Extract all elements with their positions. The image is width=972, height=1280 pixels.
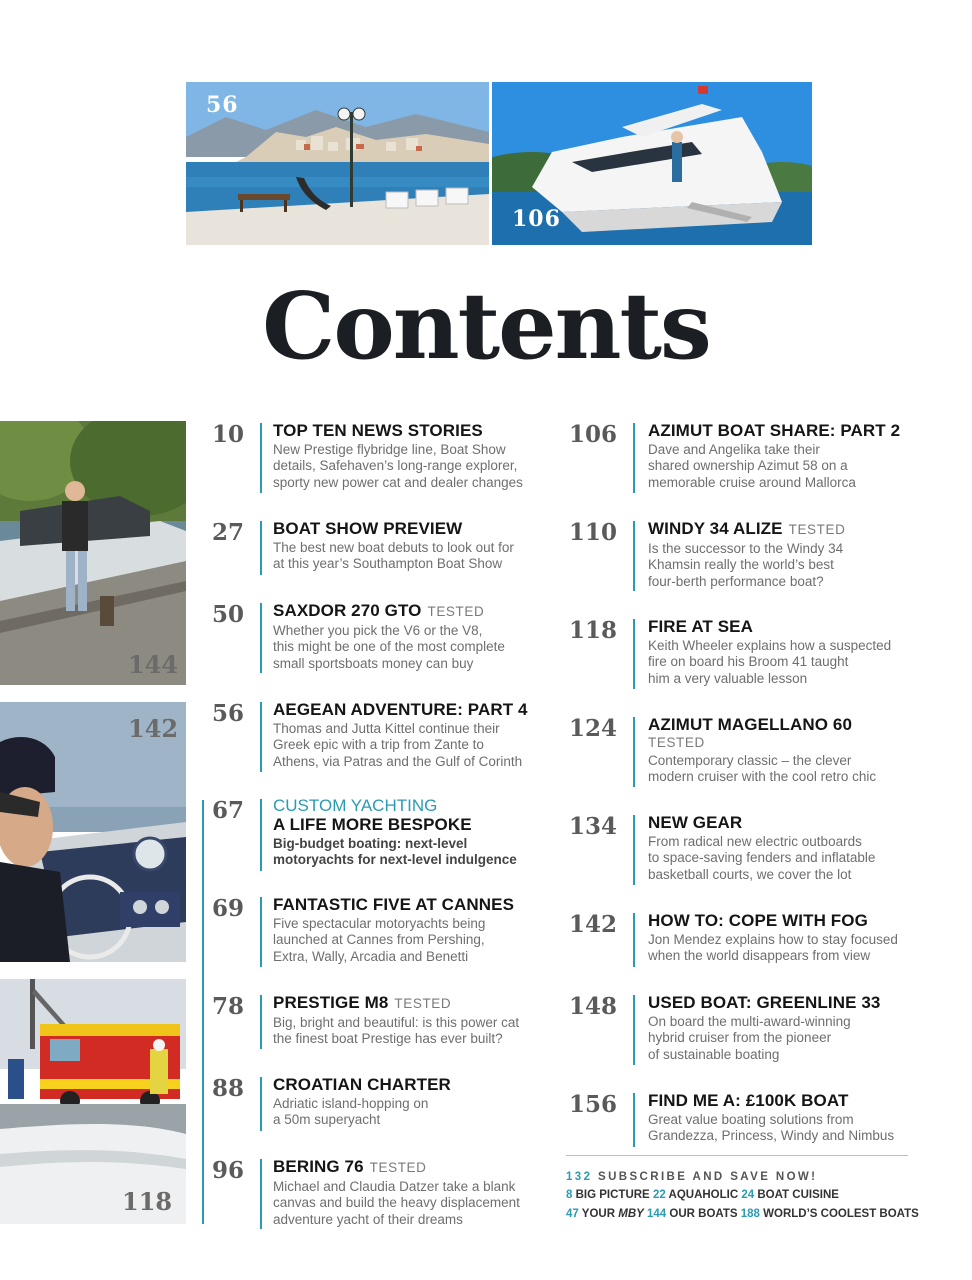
entry-desc-line: Extra, Wally, Arcadia and Benetti (273, 948, 469, 964)
regular-page-number: 144 (647, 1208, 667, 1220)
tested-tag: TESTED (648, 735, 705, 750)
entry-title: SAXDOR 270 GTO (273, 601, 422, 620)
entry-desc-line: of sustainable boating (648, 1046, 780, 1062)
tested-tag: TESTED (788, 522, 846, 537)
entry-rule (260, 1159, 262, 1229)
footer-divider (566, 1155, 908, 1156)
entry-rule (633, 913, 635, 967)
subscribe-link[interactable] (566, 1170, 908, 1185)
entry-page-number: 106 (569, 421, 618, 448)
entry-desc-line: shared ownership Azimut 58 on a (648, 458, 848, 474)
entry-rule (633, 815, 635, 885)
entry-page-number: 56 (212, 700, 245, 727)
entry-title: FANTASTIC FIVE AT CANNES (273, 895, 515, 914)
entry-title: CROATIAN CHARTER (273, 1075, 451, 1094)
entry-desc-line: Jon Mendez explains how to stay focused (648, 932, 898, 947)
entry-rule (633, 995, 635, 1065)
entry-title: AZIMUT BOAT SHARE: PART 2 (648, 421, 901, 440)
photo-page-number: 142 (128, 714, 179, 743)
entry-desc-line: fire on board his Broom 41 taught (648, 654, 849, 670)
page-title: Contents (262, 272, 710, 380)
regular-label[interactable]: OUR BOATS (669, 1208, 738, 1220)
entry-rule (260, 897, 262, 967)
subscribe-text: SUBSCRIBE AND SAVE NOW! (598, 1171, 818, 1183)
entry-page-number: 69 (212, 895, 245, 922)
entry-page-number: 67 (212, 797, 245, 824)
entry-desc-line: Is the successor to the Windy 34 (648, 541, 844, 556)
entry-desc-line: Grandezza, Princess, Windy and Nimbus (648, 1128, 895, 1144)
entry-page-number: 96 (212, 1157, 245, 1184)
entry-desc-line: Athens, via Patras and the Gulf of Corinth (273, 753, 523, 769)
entry-rule (260, 799, 262, 871)
entry-rule (260, 521, 262, 575)
entry-desc-line: On board the multi-award-winning (648, 1014, 851, 1029)
fog-helm-photo[interactable] (0, 702, 186, 962)
tested-tag: TESTED (427, 604, 485, 619)
entry-title: WINDY 34 ALIZE (648, 519, 783, 538)
photo-page-number: 56 (206, 92, 239, 118)
regular-page-number: 47 (566, 1208, 579, 1220)
entry-desc-line: Big-budget boating: next-level (273, 836, 468, 851)
tested-tag: TESTED (394, 996, 452, 1011)
entry-desc-line: From radical new electric outboards (648, 834, 862, 849)
entry-rule (633, 717, 635, 787)
fire-at-sea-photo[interactable] (0, 979, 186, 1224)
photo-page-number: 118 (122, 1187, 173, 1216)
entry-desc-line: a 50m superyacht (273, 1112, 381, 1128)
entry-desc-line: Keith Wheeler explains how a suspected (648, 638, 892, 653)
entry-title: FIRE AT SEA (648, 617, 753, 636)
entry-title: AEGEAN ADVENTURE: PART 4 (273, 700, 528, 719)
entry-title: TOP TEN NEWS STORIES (273, 421, 483, 440)
regular-label-italic[interactable]: MBY (618, 1208, 644, 1220)
regular-label[interactable]: BIG PICTURE (575, 1189, 650, 1201)
entry-rule (633, 619, 635, 689)
greek-harbour-photo[interactable] (186, 82, 489, 245)
entry-desc-line: Greek epic with a trip from Zante to (273, 737, 484, 753)
custom-yachting-rule (202, 800, 204, 1224)
entry-page-number: 10 (212, 421, 245, 448)
entry-desc-line: Contemporary classic – the clever (648, 753, 852, 768)
entry-rule (260, 1077, 262, 1131)
saxdor-illustration (0, 421, 186, 685)
entry-desc-line: Michael and Claudia Datzer take a blank (273, 1179, 516, 1194)
entry-page-number: 124 (569, 715, 618, 742)
regular-label[interactable]: WORLD’S COOLEST BOATS (763, 1208, 919, 1220)
entry-rule (633, 521, 635, 591)
entry-desc-line: at this year’s Southampton Boat Show (273, 556, 503, 572)
entry-title: HOW TO: COPE WITH FOG (648, 911, 868, 930)
entry-desc-line: Whether you pick the V6 or the V8, (273, 623, 483, 638)
entry-title: PRESTIGE M8 (273, 993, 389, 1012)
entry-desc-line: launched at Cannes from Pershing, (273, 932, 485, 948)
entry-desc-line: Khamsin really the world’s best (648, 557, 834, 573)
entry-desc-line: basketball courts, we cover the lot (648, 866, 852, 882)
subscribe-page-number: 132 (566, 1171, 593, 1183)
regular-page-number: 188 (740, 1208, 760, 1220)
entry-title: NEW GEAR (648, 813, 743, 832)
entry-desc-line: small sportsboats money can buy (273, 655, 474, 671)
entry-kicker: CUSTOM YACHTING (273, 796, 438, 815)
entry-page-number: 118 (569, 617, 618, 644)
entry-desc-line: Thomas and Jutta Kittel continue their (273, 721, 500, 736)
entry-desc-line: Dave and Angelika take their (648, 442, 820, 457)
regular-label[interactable]: AQUAHOLIC (668, 1189, 739, 1201)
entry-page-number: 134 (569, 813, 618, 840)
entry-page-number: 50 (212, 601, 245, 628)
entry-rule (260, 995, 262, 1049)
entry-rule (633, 1093, 635, 1147)
entry-desc-line: when the world disappears from view (648, 948, 871, 964)
entry-title: AZIMUT MAGELLANO 60 (648, 715, 853, 734)
entry-desc-line: modern cruiser with the cool retro chic (648, 769, 877, 785)
entry-rule (260, 423, 262, 493)
entry-page-number: 78 (212, 993, 245, 1020)
tested-tag: TESTED (369, 1160, 427, 1175)
entry-desc-line: Great value boating solutions from (648, 1112, 854, 1127)
azimut-yacht-photo[interactable] (492, 82, 812, 245)
entry-desc-line: adventure yacht of their dreams (273, 1211, 463, 1227)
photo-page-number: 144 (128, 650, 179, 679)
entry-page-number: 27 (212, 519, 245, 546)
entry-page-number: 88 (212, 1075, 245, 1102)
photo-page-number: 106 (512, 206, 561, 232)
entry-desc-line: hybrid cruiser from the pioneer (648, 1030, 832, 1046)
entry-desc-line: this might be one of the most complete (273, 639, 505, 655)
entry-desc-line: to space-saving fenders and inflatable (648, 850, 876, 866)
entry-page-number: 142 (569, 911, 618, 938)
entry-page-number: 110 (569, 519, 618, 546)
regulars-line (566, 1206, 919, 1223)
entry-desc-line: details, Safehaven’s long-range explorer, (273, 458, 518, 474)
entry-desc-line: memorable cruise around Mallorca (648, 474, 856, 490)
regular-page-number: 8 (566, 1189, 573, 1201)
entry-desc-line: canvas and build the heavy displacement (273, 1195, 520, 1211)
entry-title: A LIFE MORE BESPOKE (273, 815, 472, 834)
regular-label[interactable]: BOAT CUISINE (757, 1189, 839, 1201)
entry-rule (260, 702, 262, 772)
regulars-line (566, 1187, 908, 1204)
regulars-footer (566, 1155, 919, 1223)
regular-label[interactable]: YOUR (581, 1208, 616, 1220)
entry-page-number: 156 (569, 1091, 618, 1118)
entry-desc-line: sporty new power cat and dealer changes (273, 474, 523, 490)
entry-desc-line: Five spectacular motoryachts being (273, 916, 486, 931)
entry-desc-line: The best new boat debuts to look out for (273, 540, 514, 555)
entry-desc-line: New Prestige flybridge line, Boat Show (273, 442, 506, 457)
entry-title: BERING 76 (273, 1157, 364, 1176)
entry-title: BOAT SHOW PREVIEW (273, 519, 463, 538)
entry-desc-line: Big, bright and beautiful: is this power cat (273, 1015, 520, 1030)
regular-page-number: 24 (741, 1189, 755, 1201)
entry-title: USED BOAT: GREENLINE 33 (648, 993, 881, 1012)
entry-page-number: 148 (569, 993, 618, 1020)
entry-rule (633, 423, 635, 493)
entry-desc-line: four-berth performance boat? (648, 573, 824, 589)
entry-title: FIND ME A: £100K BOAT (648, 1091, 849, 1110)
saxdor-photo[interactable] (0, 421, 186, 685)
entry-desc-line: him a very valuable lesson (648, 670, 808, 686)
entry-desc-line: motoryachts for next-level indulgence (273, 852, 517, 868)
entry-desc-line: Adriatic island-hopping on (273, 1096, 429, 1111)
entry-desc-line: the finest boat Prestige has ever built? (273, 1031, 503, 1047)
regular-page-number: 22 (652, 1189, 666, 1201)
entry-rule (260, 603, 262, 673)
